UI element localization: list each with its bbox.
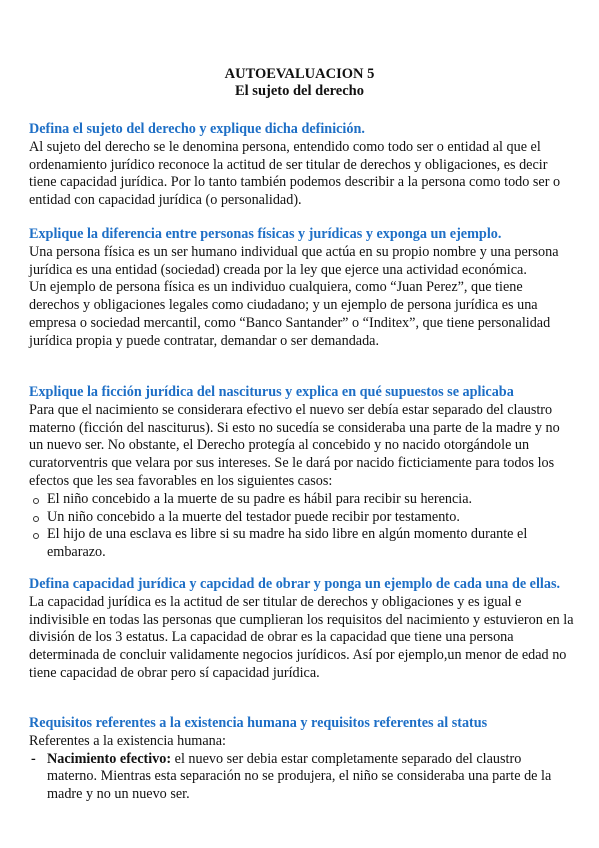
- title-line-2: El sujeto del derecho: [234, 83, 364, 99]
- section-heading: Defina capacidad jurídica y capcidad de obrar y ponga un ejemplo de cada una de ellas.: [29, 576, 561, 592]
- section-paragraph: Un ejemplo de persona física es un individuo cualquiera, como “Juan Perez”, que tiene derechos y obligaciones legales como ciudadano; y un ejemplo de persona jurídica es una empresa o sociedad mercantil, como “Banco Santander” o “Inditex”, que tiene personalidad jurídica propia y puede contratar, demandar o ser demandada.: [29, 279, 551, 349]
- section-paragraph: La capacidad jurídica es la actitud de ser titular de derechos y obligaciones y es igual e indivisible en todas las personas que cumplieran los requisitos del nacimiento y estuvieron en la división de los 3 estatus. La capacidad de obrar es la capacidad que tiene una persona determinada de concluir validamente negocios jurídicos. Así por ejemplo,un menor de edad no tiene capacidad de obrar pero sí capacidad jurídica.: [29, 593, 574, 681]
- list-item: [29, 751, 574, 804]
- bullet-list: [29, 491, 574, 562]
- section-capacidad: [29, 576, 574, 683]
- section-nasciturus: [29, 384, 574, 562]
- section-heading: Requisitos referentes a la existencia humana y requisitos referentes al status: [29, 715, 488, 731]
- list-item-term: Nacimiento efectivo:: [47, 750, 172, 767]
- list-item: El niño concebido a la muerte de su padre es hábil para recibir su herencia.: [29, 491, 574, 509]
- dash-list: [29, 751, 574, 804]
- list-item: Un niño concebido a la muerte del testador puede recibir por testamento.: [29, 509, 574, 527]
- section-paragraph: Para que el nacimiento se considerara efectivo el nuevo ser debía estar separado del claustro materno (ficción del nasciturus). Si esto no sucedía se consideraba una parte de la madre y no un nuevo ser. No obstante, el Derecho protegía al concebido y no nacido otorgándole un curatorventris que velara por sus intereses. Se le dará por nacido ficticiamente para todos los efectos que les sea favorables en los siguientes casos:: [29, 401, 560, 489]
- document-title: [0, 66, 599, 100]
- section-heading: Defina el sujeto del derecho y explique dicha definición.: [29, 121, 365, 137]
- title-line-1: AUTOEVALUACION 5: [224, 66, 375, 82]
- section-paragraph: Una persona física es un ser humano individual que actúa en su propio nombre y una persona jurídica es una entidad (sociedad) creada por la ley que ejerce una actividad económica.: [29, 243, 559, 278]
- section-heading: Explique la diferencia entre personas físicas y jurídicas y exponga un ejemplo.: [29, 226, 502, 242]
- section-paragraph: Al sujeto del derecho se le denomina persona, entendido como todo ser o entidad al que el ordenamiento jurídico reconoce la actitud de ser titular de derechos y obligaciones, es decir tiene capacidad jurídica. Por lo tanto también podemos describir a la persona como todo ser o entidad con capacidad jurídica (o personalidad).: [29, 138, 561, 209]
- section-paragraph: Referentes a la existencia humana:: [29, 732, 226, 749]
- section-sujeto-derecho: [29, 121, 574, 210]
- list-item: El hijo de una esclava es libre si su madre ha sido libre en algún momento durante el embarazo.: [29, 526, 574, 562]
- list-item-text: el nuevo ser debia estar completamente separado del claustro materno. Mientras esta separación no se produjera, el niño se consideraba una parte de la madre y no un nuevo ser.: [47, 750, 552, 803]
- section-heading: Explique la ficción jurídica del nasciturus y explica en qué supuestos se aplicaba: [29, 384, 514, 400]
- section-personas-fisicas-juridicas: [29, 226, 574, 351]
- section-requisitos: [29, 715, 574, 804]
